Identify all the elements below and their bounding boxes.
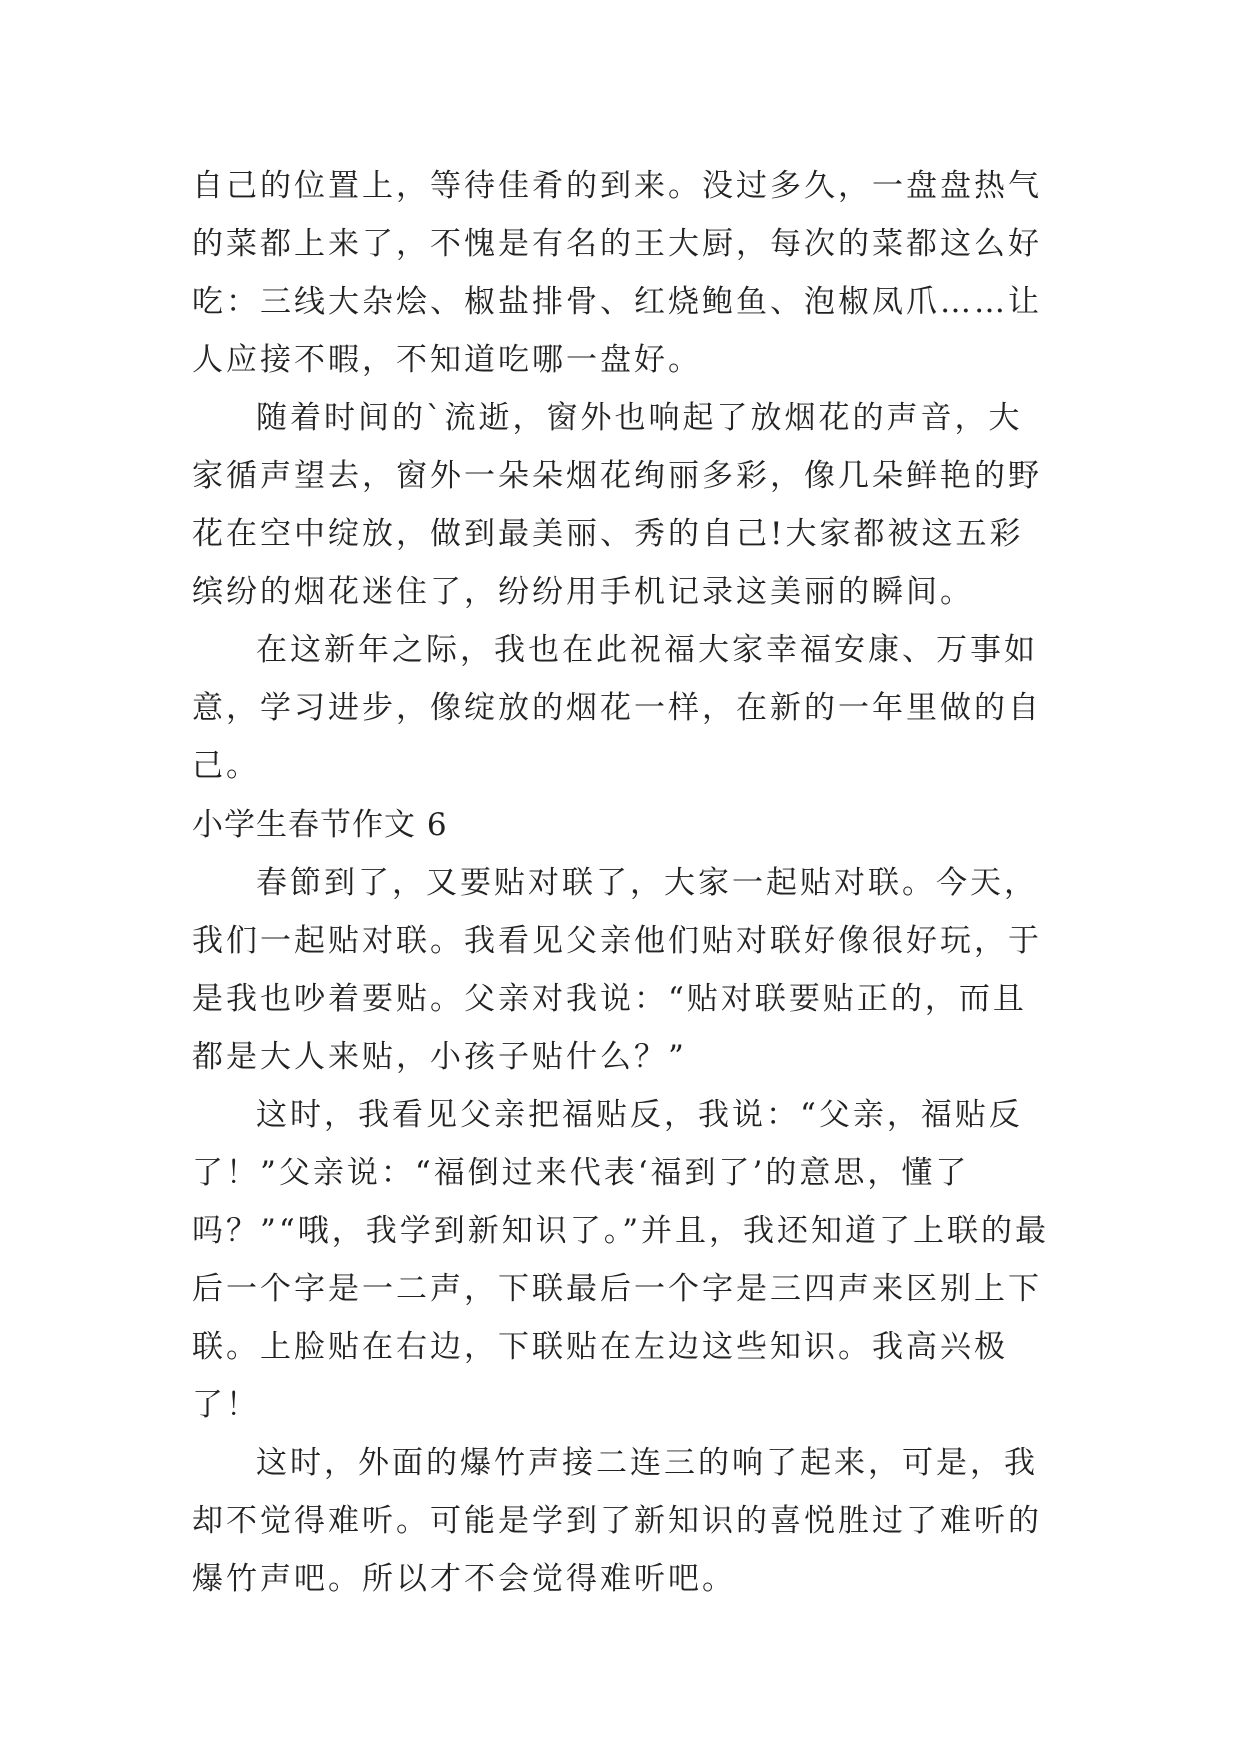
paragraph: 这时，外面的爆竹声接二连三的响了起来，可是，我却不觉得难听。可能是学到了新知识的喜悦胜过了难听的爆竹声吧。所以才不会觉得难听吧。 [192, 1445, 1042, 1597]
paragraph: 春節到了，又要贴对联了，大家一起贴对联。今天，我们一起贴对联。我看见父亲他们贴对联好像很好玩，于是我也吵着要贴。父亲对我说：“贴对联要贴正的，而且都是大人来贴，小孩子贴什么？” [192, 865, 1042, 1075]
paragraph: 在这新年之际，我也在此祝福大家幸福安康、万事如意，学习进步，像绽放的烟花一样，在新的一年里做的自己。 [192, 632, 1042, 784]
paragraph: 这时，我看见父亲把福贴反，我说：“父亲，福贴反了！”父亲说：“福倒过来代表‘福到了’的意思，懂了吗？”“哦，我学到新知识了。”并且，我还知道了上联的最后一个字是一二声，下联最后一个字是三四声来区别上下联。上脸贴在右边，下联贴在左边这些知识。我高兴极了！ [192, 1097, 1050, 1423]
essay-section-2 [192, 854, 1052, 1608]
paragraph: 随着时间的`流逝，窗外也响起了放烟花的声音，大家循声望去，窗外一朵朵烟花绚丽多彩，像几朵鲜艳的野花在空中绽放，做到最美丽、秀的自己!大家都被这五彩缤纷的烟花迷住了，纷纷用手机记录这美丽的瞬间。 [192, 400, 1042, 610]
paragraph: 自己的位置上，等待佳肴的到来。没过多久，一盘盘热气的菜都上来了，不愧是有名的王大厨，每次的菜都这么好吃：三线大杂烩、椒盐排骨、红烧鲍鱼、泡椒凤爪……让人应接不暇，不知道吃哪一盘好。 [192, 168, 1042, 378]
essay-title: 小学生春节作文 6 [192, 807, 448, 843]
essay-section-1 [192, 157, 1052, 795]
